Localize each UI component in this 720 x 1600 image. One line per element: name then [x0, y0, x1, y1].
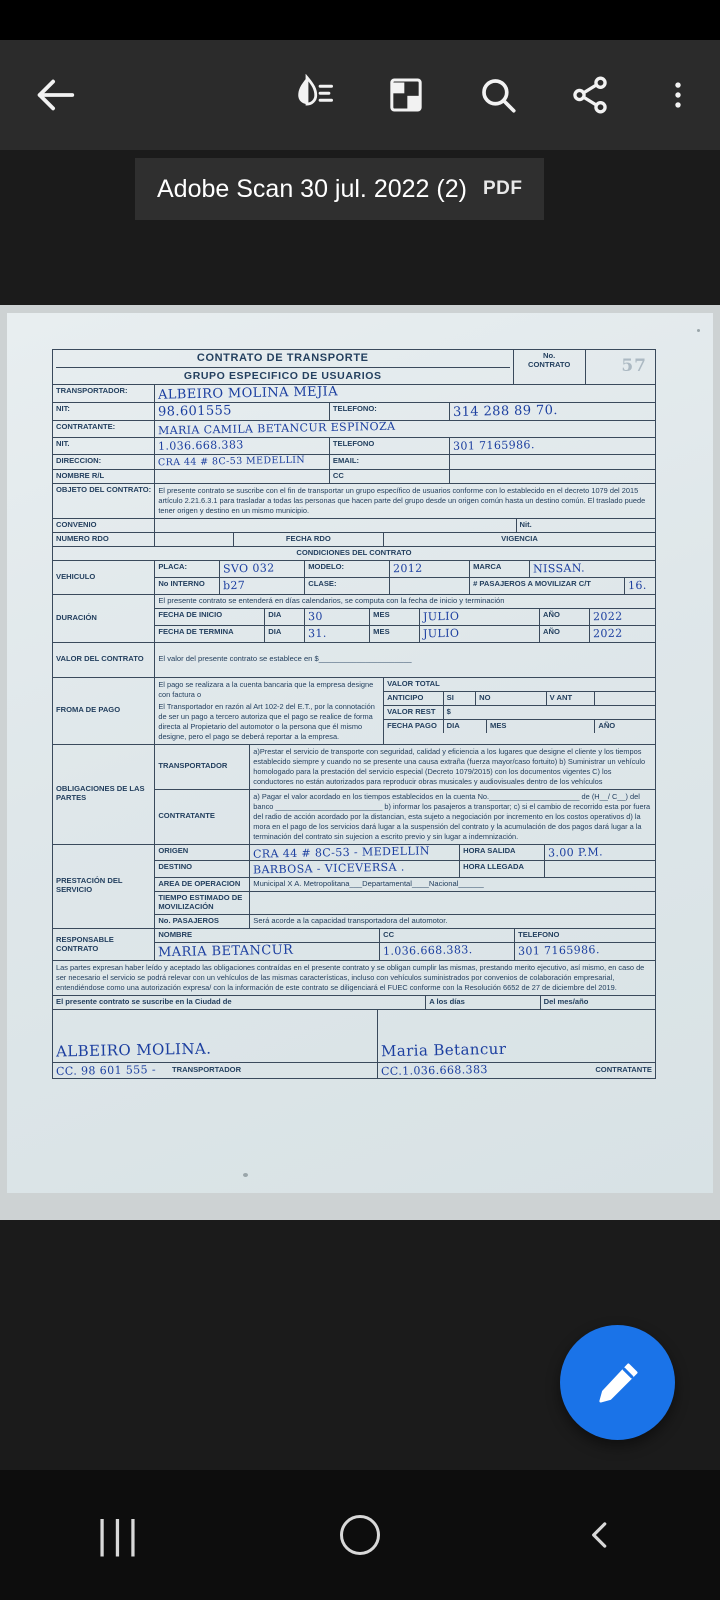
- contract-form: [52, 349, 656, 1079]
- value-no-pasajeros: Será acorde a la capacidad transportadora del automotor.: [253, 916, 448, 926]
- adjust-contrast-icon[interactable]: [268, 40, 360, 150]
- label-no-interno: No INTERNO: [155, 578, 220, 594]
- label-vigencia: VIGENCIA: [501, 534, 538, 544]
- label-telefono2: TELEFONO: [330, 438, 450, 454]
- label-origen: ORIGEN: [155, 845, 250, 861]
- label-anio: AÑO: [540, 609, 590, 625]
- back-arrow-icon[interactable]: [0, 40, 110, 150]
- label-no: NO: [476, 692, 546, 705]
- label-obl-transportador: TRANSPORTADOR: [155, 745, 250, 789]
- label-destino: DESTINO: [155, 861, 250, 877]
- home-button[interactable]: [280, 1470, 440, 1600]
- value-nit2: 1.036.668.383: [155, 438, 330, 454]
- label-dia2: DIA: [265, 626, 305, 642]
- label-v-ant: V ANT: [547, 692, 596, 705]
- contract-stamp: 57: [621, 356, 647, 376]
- label-email: EMAIL:: [330, 455, 450, 469]
- value-modelo: 2012: [390, 561, 470, 577]
- cc-transportador: CC. 98 601 555 - TRANSPORTADOR: [53, 1063, 378, 1078]
- search-icon[interactable]: [452, 40, 544, 150]
- value-telefono3: 301 7165986.: [517, 943, 600, 958]
- label-dia3: DIA: [444, 720, 487, 733]
- value-convenio: [155, 519, 516, 532]
- file-kind-badge: PDF: [482, 178, 523, 199]
- value-pasajeros: 16.: [627, 578, 647, 593]
- label-prestacion: PRESTACIÓN DEL SERVICIO: [53, 845, 155, 929]
- label-anticipo: ANTICIPO: [384, 692, 444, 705]
- label-mes2: MES: [370, 626, 420, 642]
- row-nit: [53, 403, 655, 421]
- value-clase: [390, 578, 470, 594]
- form-title-block: [53, 350, 514, 384]
- text-objeto: El presente contrato se suscribe con el fin de transportar un grupo específico de usuarios conforme con lo establecido en el decreto 1079 del 2015 artículo 2.21.6.3.1 para trasladar a todas las personas que hacen parte del grupo desde un origen común hasta un destino común. El traslado puede tener origen y destino en un mismo municipio.: [158, 486, 646, 516]
- value-nit: 98.601555: [155, 403, 330, 420]
- label-valor-total: VALOR TOTAL: [387, 678, 440, 688]
- value-direccion: CRA 44 # 8C-53 MEDELLIN: [155, 455, 330, 469]
- value-valor: El valor del presente contrato se establece en $______________________: [158, 654, 412, 664]
- text-obl-transportador: a)Prestar el servicio de transporte con seguridad, calidad y eficiencia a los lugares que designe el cliente y los tiempos establecido siempre y cuando no se presente una causa extraña (fuerza mayor/caso fortuito) b) Suministrar un vehículo homologado para la prestación del servicio especial (Decreto 1079/2015) con los documentos vigentes C) los conductores no están autorizados para reproducir obras musicales y audiovisuales dentro de los vehículos: [253, 746, 646, 786]
- row-numero-rdo: [53, 533, 655, 547]
- home-icon: [340, 1515, 380, 1555]
- row-obl-transportador: [155, 745, 655, 790]
- status-bar: [0, 0, 720, 40]
- value-cc: [450, 470, 655, 483]
- label-fecha-termina: FECHA DE TERMINA: [155, 626, 265, 642]
- row-valor-total: [384, 678, 655, 692]
- row-convenio: [53, 519, 655, 533]
- label-obl-contratante: CONTRATANTE: [155, 790, 250, 844]
- app-toolbar: [0, 40, 720, 150]
- row-no-pasajeros: [155, 915, 655, 928]
- text-forma-pago: El pago se realizara a la cuenta bancaria que la empresa designe con factura o El Transportador en razón al Art 102-2 del E.T., por la connotación de ser un pago a tercero autoriza que el pago se realice de forma directa al Propietario del automotor o la persona que él mismo designe, pero el pago se deberá reportar a la empresa.: [155, 678, 384, 744]
- label-placa: PLACA:: [155, 561, 220, 577]
- value-cc2: 1.036.668.383.: [380, 943, 515, 960]
- row-obligaciones: [53, 745, 655, 845]
- form-header-row: [53, 350, 655, 385]
- label-moneda: $: [446, 706, 451, 716]
- row-objeto: [53, 484, 655, 519]
- text-duracion: El presente contrato se entenderá en días calendarios, se computa con la fecha de inicio y terminación: [158, 595, 505, 605]
- label-numero-rdo: NUMERO RDO: [53, 533, 155, 546]
- label-responsable: RESPONSABLE CONTRATO: [53, 929, 155, 960]
- label-anio2: AÑO: [540, 626, 590, 642]
- row-destino: [155, 861, 655, 878]
- file-title-chip[interactable]: [135, 158, 544, 220]
- row-nit2: [53, 438, 655, 455]
- crop-icon[interactable]: [360, 40, 452, 150]
- file-name: Adobe Scan 30 jul. 2022 (2): [157, 174, 467, 203]
- value-v-ant: [595, 692, 655, 705]
- label-telefono: TELEFONO:: [330, 403, 450, 420]
- recents-icon: |||: [96, 1512, 144, 1557]
- label-forma-pago: FROMA DE PAGO: [53, 678, 155, 744]
- scanned-page: [7, 313, 713, 1193]
- label-direccion: DIRECCION:: [53, 455, 155, 469]
- label-mes: MES: [370, 609, 420, 625]
- label-nombre: NOMBRE: [155, 929, 380, 942]
- row-interno: [155, 578, 655, 594]
- value-termina-dia: 31.: [305, 626, 370, 642]
- duracion-note: [155, 595, 655, 609]
- row-direccion: [53, 455, 655, 470]
- row-tiempo: [155, 892, 655, 915]
- more-options-icon[interactable]: [636, 40, 720, 150]
- row-prestacion: [53, 845, 655, 930]
- label-duracion: DURACIÓN: [53, 595, 155, 642]
- label-no-pasajeros: No. PASAJEROS: [155, 915, 250, 928]
- row-fecha-termina: [155, 626, 655, 642]
- form-title-line1: CONTRATO DE TRANSPORTE: [196, 352, 369, 364]
- label-contratante: CONTRATANTE:: [53, 421, 155, 437]
- label-hora-llegada: HORA LLEGADA: [460, 861, 545, 877]
- value-transportador: ALBEIRO MOLINA MEJIA: [158, 384, 339, 404]
- firma-transportador: ALBEIRO MOLINA.: [53, 1010, 378, 1062]
- row-nombre-rl: [53, 470, 655, 484]
- value-email: [450, 455, 655, 469]
- value-contratante: MARIA CAMILA BETANCUR ESPINOZA: [158, 420, 396, 438]
- value-inicio-dia: 30: [305, 609, 370, 625]
- label-telefono3: TELEFONO: [518, 930, 560, 940]
- label-cc2: CC: [380, 929, 515, 942]
- page-speck: [243, 1173, 248, 1177]
- page-speck: [697, 329, 700, 332]
- row-firmas: [53, 1010, 655, 1063]
- label-a-los-dias: A los días: [426, 996, 540, 1009]
- value-origen: CRA 44 # 8C-53 - MEDELLIN: [250, 845, 460, 861]
- duracion-block: [155, 595, 655, 642]
- recents-button[interactable]: [40, 1470, 200, 1600]
- label-modelo: MODELO:: [305, 561, 390, 577]
- row-placa: [155, 561, 655, 578]
- row-valor: [53, 643, 655, 678]
- label-dia: DIA: [265, 609, 305, 625]
- back-button[interactable]: [520, 1470, 680, 1600]
- label-clase: CLASE:: [305, 578, 390, 594]
- value-marca: NISSAN.: [532, 561, 586, 576]
- label-nit: NIT:: [53, 403, 155, 420]
- row-anticipo: [384, 692, 655, 706]
- system-navigation-bar: [0, 1470, 720, 1600]
- label-nombre-rl: NOMBRE R/L: [53, 470, 155, 483]
- label-nit2: NIT.: [53, 438, 155, 454]
- row-vehiculo: [53, 561, 655, 595]
- row-contratante: [53, 421, 655, 438]
- label-tiempo: TIEMPO ESTIMADO DE MOVILIZACIÓN: [155, 892, 250, 914]
- contract-no-cell: No. CONTRATO: [514, 350, 586, 384]
- row-transportador: [53, 385, 655, 403]
- label-si: SI: [444, 692, 477, 705]
- label-nit3: Nit.: [519, 520, 532, 530]
- value-area: Municipal X A. Metropolitana___Departamental____Nacional______: [253, 879, 484, 889]
- label-valor: VALOR DEL CONTRATO: [53, 643, 155, 677]
- prestacion-block: [155, 845, 655, 929]
- label-fecha-pago: FECHA PAGO: [384, 720, 444, 733]
- label-area: AREA DE OPERACION: [155, 878, 250, 891]
- row-origen: [155, 845, 655, 862]
- label-ciudad: El presente contrato se suscribe en la Ciudad de: [53, 996, 426, 1009]
- row-obl-contratante: [155, 790, 655, 844]
- value-no-interno: b27: [220, 578, 305, 594]
- value-termina-mes: JULIO: [420, 626, 540, 642]
- firma-contratante: Maria Betancur: [380, 1039, 507, 1061]
- label-convenio: CONVENIO: [53, 519, 155, 532]
- row-ciudad: [53, 996, 655, 1010]
- label-pasajeros: # PASAJEROS A MOVILIZAR C/T: [470, 578, 625, 594]
- label-fecha-rdo: FECHA RDO: [234, 533, 385, 546]
- vehiculo-block: [155, 561, 655, 594]
- obligaciones-block: [155, 745, 655, 844]
- value-tiempo: [250, 892, 655, 914]
- label-anio3: AÑO: [598, 720, 616, 730]
- row-valor-rest: [384, 706, 655, 720]
- row-responsable-values: [155, 943, 655, 960]
- label-transportador: TRANSPORTADOR:: [53, 385, 155, 402]
- value-hora-llegada: [545, 861, 655, 877]
- label-objeto: OBJETO DEL CONTRATO:: [53, 484, 155, 518]
- share-icon[interactable]: [544, 40, 636, 150]
- document-viewport[interactable]: [0, 305, 720, 1220]
- text-declaracion: Las partes expresan haber leído y aceptado las obligaciones contraídas en el presente contrato y se obligan cumplir las mismas, prestando merito ejecutivo, así mismo, en caso de ser necesario el servicio se podrá relevar con un vehículos de las mismas características, incluso con vehículos suministrados por convenios de colaboración empresarial, entendiéndose como una autorización expresa/ con la información de este contrato se diligenciará el FUEC conforme con la Resolución 6652 de 27 de diciembre del 2019.: [56, 963, 645, 993]
- value-inicio-anio: 2022: [592, 609, 623, 624]
- value-placa: SVO 032: [220, 561, 305, 577]
- label-mes3: MES: [487, 720, 595, 733]
- label-cc: CC: [330, 470, 450, 483]
- text-obl-contratante: a) Pagar el valor acordado en los tiempos establecidos en la cuenta No.______________________ de (H__/ C__) del banco __________________________ b) informar los pasajeros a transportar; c) si el cambio de recorrido esta por fuera del radio de acción acordado por la distancian, esta sujeto a negociación por incremento en los costos operativos d) la mora en el pago de los servicios dará lugar a la suspensión del contrato y la acumulación de dos pagos dará lugar a la terminación del contrato sin sujecion a escrito previo y sin lugar a indemnización.: [253, 791, 651, 841]
- value-inicio-mes: JULIO: [420, 609, 540, 625]
- row-firmas-cc: [53, 1063, 655, 1078]
- value-numero-rdo: [155, 533, 233, 546]
- label-fecha-inicio: FECHA DE INICIO: [155, 609, 265, 625]
- row-responsable: [53, 929, 655, 961]
- value-destino: BARBOSA - VICEVERSA .: [250, 861, 460, 877]
- row-forma-pago: [53, 678, 655, 745]
- responsable-block: [155, 929, 655, 960]
- row-fecha-pago: [384, 720, 655, 733]
- label-condiciones: CONDICIONES DEL CONTRATO: [296, 548, 412, 558]
- cc-contratante: CC.1.036.668.383 CONTRATANTE: [380, 1063, 652, 1079]
- value-termina-anio: 2022: [592, 626, 623, 641]
- back-chevron-icon: [581, 1516, 619, 1554]
- row-responsable-head: [155, 929, 655, 943]
- label-marca: MARCA: [470, 561, 530, 577]
- label-del-mes: Del mes/año: [543, 997, 589, 1007]
- form-title-line2: GRUPO ESPECIFICO DE USUARIOS: [56, 367, 510, 382]
- value-nombre: MARIA BETANCUR: [155, 943, 380, 960]
- label-obligaciones: OBLIGACIONES DE LAS PARTES: [53, 745, 155, 844]
- value-telefono: 314 288 89 70.: [453, 403, 559, 421]
- row-declaracion: [53, 961, 655, 996]
- edit-fab[interactable]: [560, 1325, 675, 1440]
- row-duracion: [53, 595, 655, 643]
- row-condiciones: [53, 547, 655, 561]
- row-area: [155, 878, 655, 892]
- label-valor-rest: VALOR REST: [384, 706, 444, 719]
- value-telefono2: 301 7165986.: [453, 438, 536, 454]
- pago-grid: [384, 678, 655, 744]
- value-nombre-rl: [155, 470, 330, 483]
- row-fecha-inicio: [155, 609, 655, 626]
- label-hora-salida: HORA SALIDA: [460, 845, 545, 861]
- label-vehiculo: VEHICULO: [53, 561, 155, 594]
- value-hora-salida: 3.00 P.M.: [547, 844, 604, 860]
